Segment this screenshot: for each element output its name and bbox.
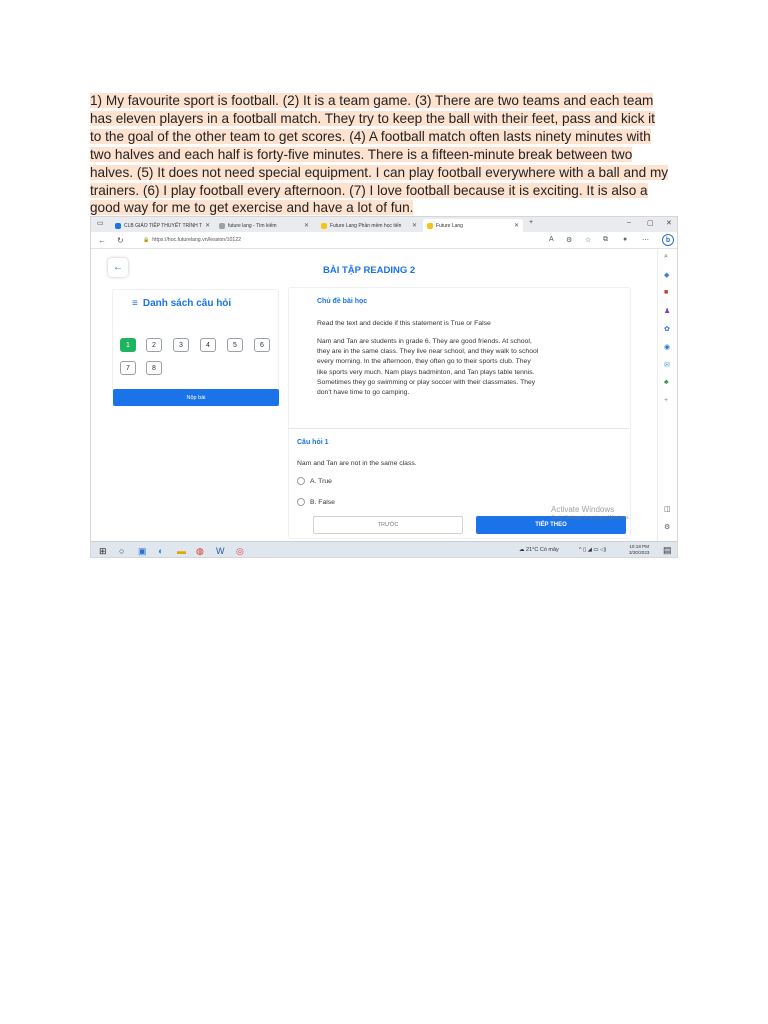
futurelang-favicon-icon (427, 223, 433, 229)
answer-option-true[interactable]: A. True (297, 477, 332, 485)
passage-line: they are in the same class. They live near school, and they walk to school (317, 348, 539, 356)
sidebar-shopping-icon[interactable]: ■ (664, 289, 669, 296)
bing-chat-icon[interactable]: b (662, 234, 674, 246)
windows-start-icon[interactable]: ⊞ (99, 546, 107, 556)
more-menu-icon[interactable]: ⋯ (642, 237, 649, 244)
question-content-card (288, 287, 631, 539)
windows-taskbar (91, 541, 678, 558)
browser-tab-active[interactable]: Future Lang ✕ (423, 219, 523, 232)
task-view-icon[interactable]: ▣ (138, 546, 147, 556)
paragraph-line: good way for me to get exercise and have a lot of fun. (90, 200, 414, 216)
sidebar-people-icon[interactable]: ♟ (664, 308, 671, 315)
question-number-button[interactable]: 3 (173, 338, 189, 352)
radio-button[interactable] (297, 498, 305, 506)
browser-tab[interactable]: CLB GIÁO TIẾP THUYẾT TRÌNH T ✕ (111, 219, 211, 232)
instruction-text: Read the text and decide if this statement is True or False (317, 320, 491, 327)
sidebar-add-icon[interactable]: + (664, 397, 669, 404)
minimize-button[interactable]: – (627, 219, 631, 226)
sidebar-tools-icon[interactable]: ✿ (664, 326, 670, 333)
favorites-star-icon[interactable]: ☆ (585, 237, 592, 244)
sidebar-search-icon[interactable]: ⌕ (664, 253, 668, 260)
close-window-button[interactable]: ✕ (666, 220, 672, 227)
previous-button[interactable]: TRƯỚC (313, 516, 463, 534)
back-arrow-icon[interactable]: ← (98, 236, 106, 245)
question-list-title: ≡ Danh sách câu hỏi (132, 298, 232, 309)
word-icon[interactable]: W (216, 546, 225, 556)
profile-icon[interactable]: ● (623, 236, 628, 243)
passage-line: Nam and Tan are students in grade 6. They are good friends. At school, (317, 338, 532, 345)
back-button[interactable] (108, 258, 128, 277)
submit-button[interactable]: Nộp bài (113, 389, 279, 406)
sidebar-office-icon[interactable]: ◉ (664, 344, 671, 351)
address-bar (91, 232, 678, 249)
paragraph-line: two halves and each half is forty-five minutes. There is a fifteen-minute break between two (90, 146, 633, 162)
reading-passage (317, 337, 605, 398)
chrome-icon[interactable]: ◎ (236, 546, 244, 556)
passage-line: every morning. In the afternoon, they often go to their sports club. They (317, 358, 531, 366)
passage-line: like sports very much. Nam plays badminton, and Tan plays table tennis. (317, 368, 535, 376)
question-number-button[interactable]: 1 (120, 338, 136, 352)
url-field[interactable]: 🔒 https://hoc.futurelang.vn/lession/10122 (143, 237, 242, 243)
futurelang-favicon-icon (321, 223, 327, 229)
question-number-button[interactable]: 7 (120, 361, 136, 375)
read-aloud-icon[interactable]: A (549, 236, 554, 243)
browser-tab-bar (91, 217, 678, 232)
paragraph-line: has eleven players in a football match. They try to keep the ball with their feet, pass and kick it (90, 110, 655, 126)
refresh-icon[interactable]: ↻ (117, 236, 124, 245)
page-title: BÀI TẬP READING 2 (323, 265, 416, 276)
question-number-button[interactable]: 5 (227, 338, 243, 352)
lock-icon: 🔒 (143, 237, 150, 243)
browser-tab[interactable]: Future Lang Phần mềm học tiến ✕ (317, 219, 421, 232)
weather-widget[interactable]: ☁ 21°C Có mây (519, 547, 559, 553)
notification-icon[interactable]: ▤ (663, 545, 672, 555)
question-number-button[interactable]: 6 (254, 338, 270, 352)
sidebar-tag-icon[interactable]: ◆ (664, 272, 670, 279)
maximize-button[interactable]: ▢ (647, 220, 654, 227)
edge-sidebar (657, 249, 678, 541)
sidebar-settings-icon[interactable]: ⚙ (664, 524, 671, 531)
paragraph-line: to the goal of the other team to get scores. (4) A football match often lasts ninety minutes with (90, 128, 651, 144)
passage-line: don't have time to go camping. (317, 389, 410, 397)
browser-tab[interactable]: future lang - Tìm kiếm ✕ (215, 219, 313, 232)
divider (289, 428, 629, 429)
tab-actions-icon[interactable]: ▭ (97, 220, 104, 227)
quiz-page (91, 249, 655, 541)
embedded-screenshot (90, 216, 678, 558)
search-favicon-icon (219, 223, 225, 229)
sidebar-split-icon[interactable]: ◫ (664, 506, 671, 513)
radio-button[interactable] (297, 477, 305, 485)
passage-line: Sometimes they go swimming or play soccer with their classmates. They (317, 378, 536, 386)
new-tab-button[interactable]: + (529, 219, 534, 226)
close-tab-icon[interactable]: ✕ (411, 223, 417, 229)
question-number-button[interactable]: 2 (146, 338, 162, 352)
search-icon[interactable]: ○ (119, 546, 125, 556)
edge-browser-icon[interactable]: ◐ (158, 546, 164, 556)
system-clock[interactable]: 10:18 PM 3/30/2023 (629, 544, 650, 555)
cloud-icon: ☁ (519, 547, 527, 553)
question-number-button[interactable]: 8 (146, 361, 162, 375)
arrow-left-icon: ← (113, 262, 123, 273)
paragraph-line: trainers. (6) I play football every afternoon. (7) I love football because it is exciting. It is also a (90, 182, 648, 198)
collections-icon[interactable]: ⧉ (603, 236, 608, 243)
close-tab-icon[interactable]: ✕ (513, 223, 519, 229)
sidebar-tree-icon[interactable]: ♣ (664, 379, 669, 386)
document-paragraph (90, 92, 682, 217)
extensions-icon[interactable]: ⚙ (566, 237, 573, 244)
file-explorer-icon[interactable]: ▬ (177, 546, 186, 556)
close-tab-icon[interactable]: ✕ (205, 223, 211, 229)
sidebar-outlook-icon[interactable]: ✉ (664, 362, 670, 369)
question-number-button[interactable]: 4 (200, 338, 216, 352)
question-text: Nam and Tan are not in the same class. (297, 460, 417, 467)
facebook-favicon-icon (115, 223, 121, 229)
paragraph-line: 1) My favourite sport is football. (2) It is a team game. (3) There are two teams and each team (90, 93, 654, 108)
close-tab-icon[interactable]: ✕ (303, 223, 309, 229)
next-button[interactable]: TIẾP THEO (476, 516, 626, 534)
paragraph-line: halves. (5) It does not need special equipment. I can play football everywhere with a ball and my (90, 164, 669, 180)
topic-label: Chủ đề bài học (317, 298, 368, 305)
answer-option-false[interactable]: B. False (297, 498, 335, 506)
tray-icons[interactable]: ^ ▯ ◢ ▭ ◁) (579, 547, 607, 553)
activate-windows-watermark: Activate Windows Go to Settings to activate Windows. (551, 505, 630, 521)
question-label: Câu hỏi 1 (297, 439, 329, 446)
question-list-card (112, 289, 279, 397)
menu-icon: ≡ (132, 298, 138, 309)
app-icon[interactable]: ◍ (196, 546, 204, 556)
